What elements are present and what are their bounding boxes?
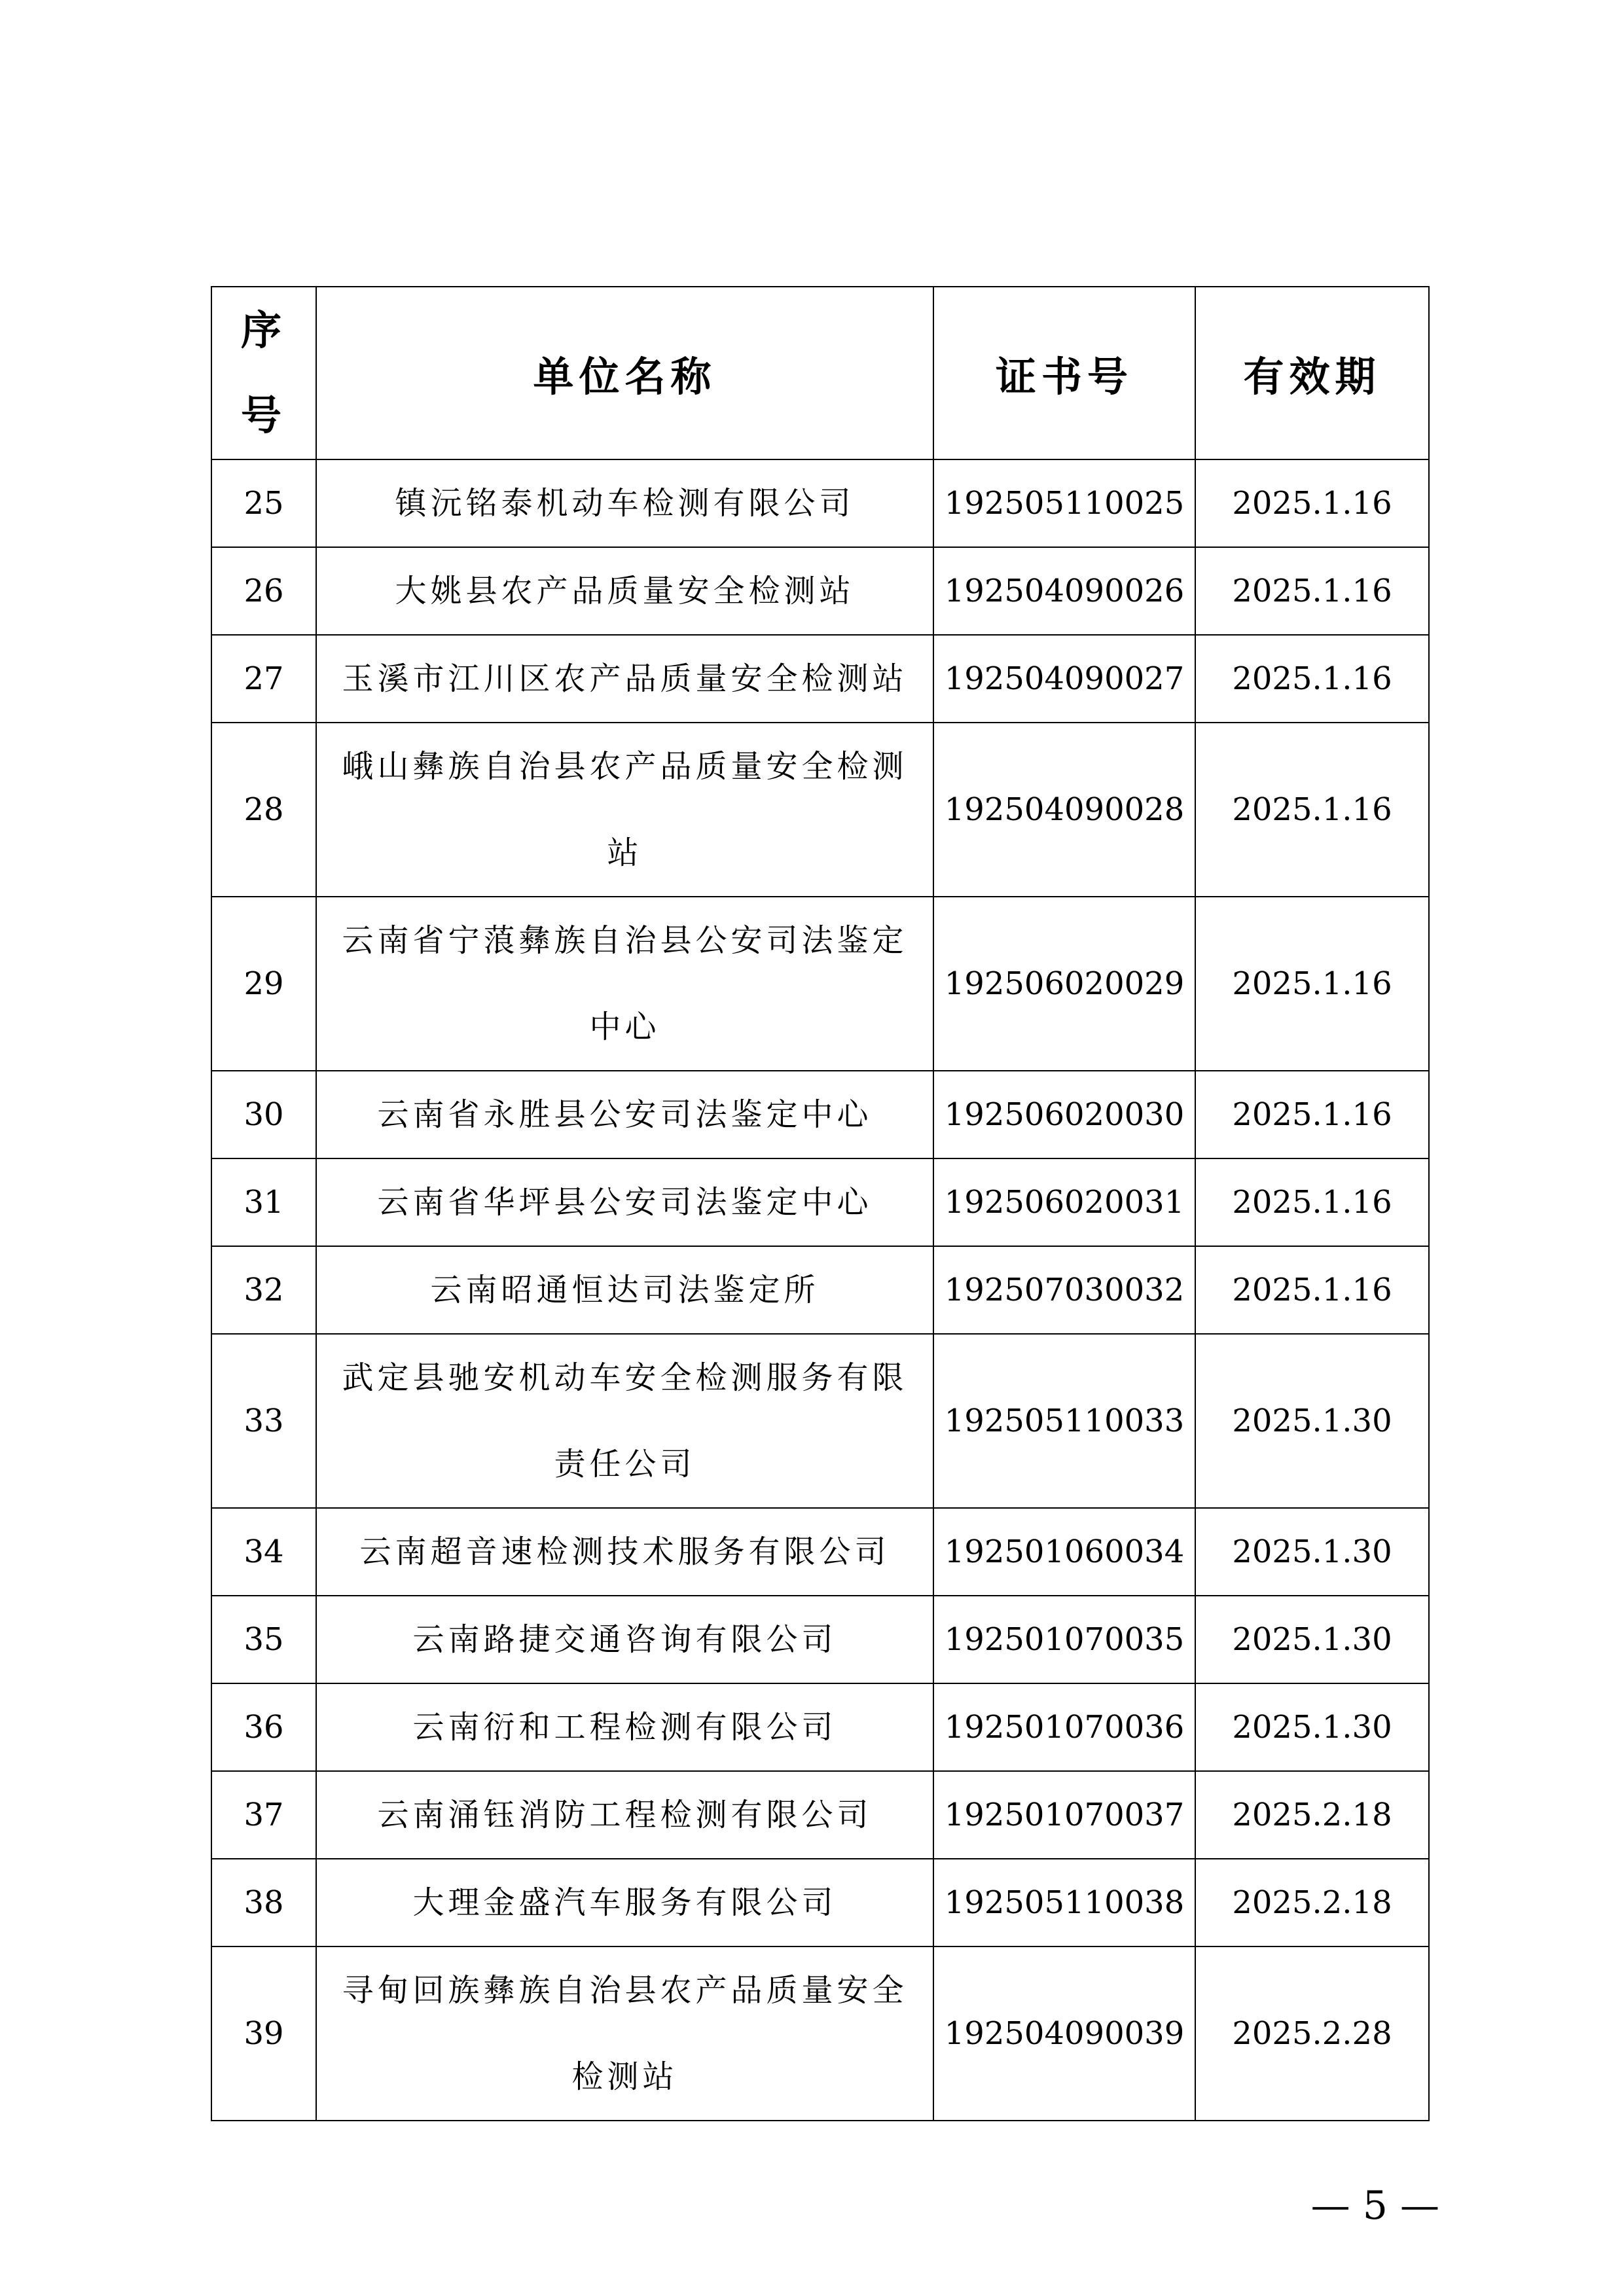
table-row xyxy=(211,635,1429,723)
certificate-table xyxy=(211,286,1430,2121)
cell-unit-name: 武定县驰安机动车安全检测服务有限责任公司 xyxy=(316,1334,933,1508)
header-seq xyxy=(211,287,316,459)
page-number: — 5 — xyxy=(1310,2183,1439,2229)
cell-cert-number: 192505110033 xyxy=(933,1334,1195,1508)
table-row xyxy=(211,1158,1429,1246)
cell-seq: 31 xyxy=(211,1158,316,1246)
cell-seq: 38 xyxy=(211,1859,316,1946)
cell-seq: 37 xyxy=(211,1771,316,1859)
cell-cert-number: 192504090039 xyxy=(933,1946,1195,2121)
cell-valid-date: 2025.1.16 xyxy=(1195,723,1429,897)
cell-valid-date: 2025.1.16 xyxy=(1195,635,1429,723)
cell-valid-date: 2025.2.18 xyxy=(1195,1771,1429,1859)
cell-seq: 33 xyxy=(211,1334,316,1508)
cell-unit-name: 云南路捷交通咨询有限公司 xyxy=(316,1596,933,1683)
cell-valid-date: 2025.1.30 xyxy=(1195,1508,1429,1596)
table-row xyxy=(211,1334,1429,1508)
cell-cert-number: 192506020031 xyxy=(933,1158,1195,1246)
cell-unit-name: 云南涌钰消防工程检测有限公司 xyxy=(316,1771,933,1859)
cell-unit-name: 镇沅铭泰机动车检测有限公司 xyxy=(316,459,933,547)
cell-unit-name: 寻甸回族彝族自治县农产品质量安全检测站 xyxy=(316,1946,933,2121)
cell-cert-number: 192506020029 xyxy=(933,897,1195,1071)
cell-unit-name: 玉溪市江川区农产品质量安全检测站 xyxy=(316,635,933,723)
table-row xyxy=(211,547,1429,635)
cell-cert-number: 192501060034 xyxy=(933,1508,1195,1596)
cell-valid-date: 2025.1.16 xyxy=(1195,547,1429,635)
table-row xyxy=(211,1246,1429,1334)
cell-cert-number: 192501070036 xyxy=(933,1683,1195,1771)
cell-unit-name: 云南省永胜县公安司法鉴定中心 xyxy=(316,1071,933,1158)
cell-unit-name: 云南省宁蒗彝族自治县公安司法鉴定中心 xyxy=(316,897,933,1071)
cell-cert-number: 192507030032 xyxy=(933,1246,1195,1334)
cell-unit-name: 云南超音速检测技术服务有限公司 xyxy=(316,1508,933,1596)
cell-cert-number: 192506020030 xyxy=(933,1071,1195,1158)
table-row xyxy=(211,1859,1429,1946)
cell-cert-number: 192505110038 xyxy=(933,1859,1195,1946)
cell-cert-number: 192501070035 xyxy=(933,1596,1195,1683)
header-unit-name: 单位名称 xyxy=(316,287,933,459)
cell-seq: 36 xyxy=(211,1683,316,1771)
cell-cert-number: 192504090028 xyxy=(933,723,1195,897)
cell-cert-number: 192504090026 xyxy=(933,547,1195,635)
header-cert-number: 证书号 xyxy=(933,287,1195,459)
cell-valid-date: 2025.1.16 xyxy=(1195,1246,1429,1334)
cell-seq: 29 xyxy=(211,897,316,1071)
cell-unit-name: 大姚县农产品质量安全检测站 xyxy=(316,547,933,635)
cell-seq: 39 xyxy=(211,1946,316,2121)
cell-valid-date: 2025.1.30 xyxy=(1195,1683,1429,1771)
cell-valid-date: 2025.2.18 xyxy=(1195,1859,1429,1946)
cell-unit-name: 云南省华坪县公安司法鉴定中心 xyxy=(316,1158,933,1246)
cell-valid-date: 2025.2.28 xyxy=(1195,1946,1429,2121)
cell-seq: 34 xyxy=(211,1508,316,1596)
table-row xyxy=(211,1508,1429,1596)
cell-seq: 32 xyxy=(211,1246,316,1334)
table-body xyxy=(211,459,1429,2121)
table-row xyxy=(211,1071,1429,1158)
cell-unit-name: 云南衍和工程检测有限公司 xyxy=(316,1683,933,1771)
header-seq-line2: 号 xyxy=(240,391,287,439)
cell-seq: 30 xyxy=(211,1071,316,1158)
table-row xyxy=(211,459,1429,547)
table-row xyxy=(211,1683,1429,1771)
cell-unit-name: 云南昭通恒达司法鉴定所 xyxy=(316,1246,933,1334)
cell-valid-date: 2025.1.30 xyxy=(1195,1596,1429,1683)
table-row xyxy=(211,1946,1429,2121)
table-row xyxy=(211,723,1429,897)
header-seq-line1: 序 xyxy=(240,306,287,354)
cell-seq: 25 xyxy=(211,459,316,547)
table-row xyxy=(211,1596,1429,1683)
table-row xyxy=(211,897,1429,1071)
cell-valid-date: 2025.1.16 xyxy=(1195,1071,1429,1158)
cell-valid-date: 2025.1.16 xyxy=(1195,459,1429,547)
cell-cert-number: 192504090027 xyxy=(933,635,1195,723)
header-valid-date: 有效期 xyxy=(1195,287,1429,459)
table-row xyxy=(211,1771,1429,1859)
cell-unit-name: 峨山彝族自治县农产品质量安全检测站 xyxy=(316,723,933,897)
cell-seq: 26 xyxy=(211,547,316,635)
table-header-row xyxy=(211,287,1429,459)
cell-valid-date: 2025.1.30 xyxy=(1195,1334,1429,1508)
cell-valid-date: 2025.1.16 xyxy=(1195,897,1429,1071)
cell-cert-number: 192505110025 xyxy=(933,459,1195,547)
cell-seq: 28 xyxy=(211,723,316,897)
cell-cert-number: 192501070037 xyxy=(933,1771,1195,1859)
cell-valid-date: 2025.1.16 xyxy=(1195,1158,1429,1246)
cell-seq: 35 xyxy=(211,1596,316,1683)
cell-unit-name: 大理金盛汽车服务有限公司 xyxy=(316,1859,933,1946)
cell-seq: 27 xyxy=(211,635,316,723)
